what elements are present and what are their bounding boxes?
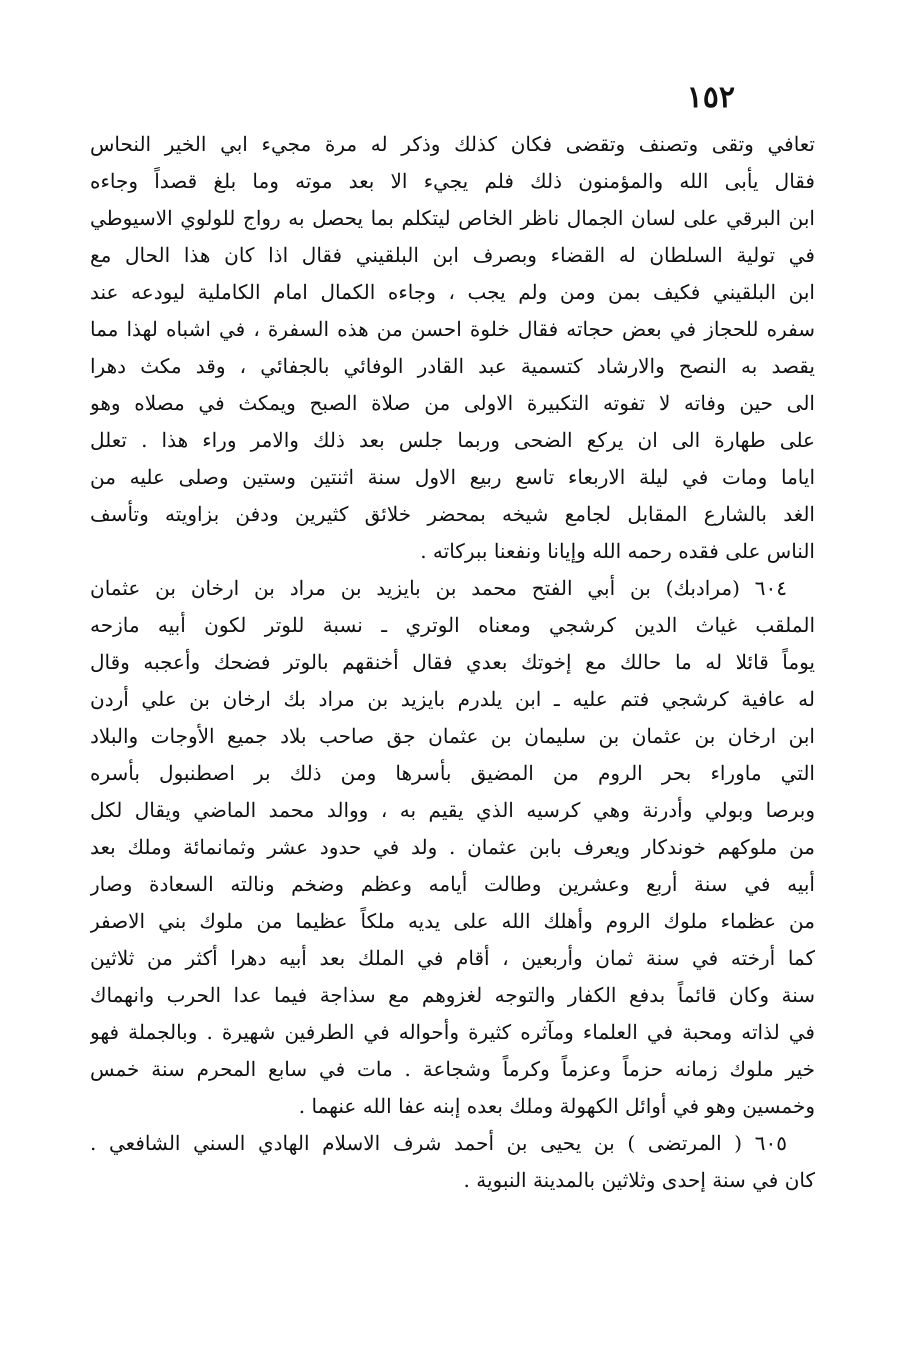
text-line: ابن البرقي على لسان الجمال ناظر الخاص ليتكلم بما يحصل به رواج للولوي الاسيوطي xyxy=(90,206,815,230)
text-line: كان في سنة إحدى وثلاثين بالمدينة النبوية . xyxy=(463,1168,815,1192)
page-number: ١٥٢ xyxy=(686,80,735,115)
text-line: فقال يأبى الله والمؤمنون ذلك فلم يجيء الا بعد موته وما بلغ قصداً وجاءه xyxy=(90,169,815,193)
text-line: له عافية كرشجي فتم عليه ـ ابن يلدرم بايزيد بن مراد بك ارخان بن علي أردن xyxy=(90,687,815,711)
text-line: من ملوكهم خوندكار ويعرف بابن عثمان . ولد في حدود عشر وثمانمائة وملك بعد xyxy=(90,835,815,859)
text-line: سنة وكان قائماً بدفع الكفار والتوجه لغزوهم مع سذاجة فيما عدا الحرب وانهماك xyxy=(90,983,815,1007)
text-line: يوماً قائلا له ما حالك مع إخوتك بعدي فقال أخنقهم بالوتر فضحك وأعجبه وقال xyxy=(90,650,815,674)
text-line: في تولية السلطان له القضاء وبصرف ابن البلقيني فقال اذا كان هذا الحال مع xyxy=(90,243,815,267)
text-line: ابن ارخان بن عثمان بن سليمان بن عثمان جق صاحب بلاد جميع الأوجات والبلاد xyxy=(90,724,815,748)
text-line: يقصد به النصح والارشاد كتسمية عبد القادر الوفائي بالجفائي ، وقد مكث دهرا xyxy=(90,354,815,378)
text-line: كما أرخته في سنة ثمان وأربعين ، أقام في الملك بعد أبيه دهرا أكثر من ثلاثين xyxy=(90,946,815,970)
text-line: أبيه في سنة أربع وعشرين وطالت أيامه وعظم وضخم ونالته السعادة وصار xyxy=(90,872,815,896)
text-line: الغد بالشارع المقابل لجامع شيخه بمحضر خلائق كثيرين ودفن بزاويته وتأسف xyxy=(90,502,815,526)
text-line: على طهارة الى ان يركع الضحى وربما جلس بعد ذلك والامر وراء هذا . تعلل xyxy=(90,428,815,452)
text-line: وبرصا وبولي وأدرنة وهي كرسيه الذي يقيم به ، ووالد محمد الماضي ويقال لكل xyxy=(90,798,815,822)
text-line: تعافي وتقى وتصنف وتقضى فكان كذلك وذكر له مرة مجيء ابي الخير النحاس xyxy=(90,132,815,156)
text-line: اياما ومات في ليلة الاربعاء تاسع ربيع الاول سنة اثنتين وستين وصلى عليه من xyxy=(90,465,815,489)
text-line: الناس على فقده رحمه الله وإيانا ونفعنا ببركاته . xyxy=(420,539,815,563)
text-line: الى حين وفاته لا تفوته التكبيرة الاولى من صلاة الصبح ويمكث في مصلاه وهو xyxy=(90,391,815,415)
text-line: وخمسين وهو في أوائل الكهولة وملك بعده إبنه عفا الله عنهما . xyxy=(298,1094,815,1118)
text-line: ابن البلقيني فكيف بمن ومن ولم يجب ، وجاءه الكمال امام الكاملية ليودعه عند xyxy=(90,280,815,304)
body-text xyxy=(90,126,815,1199)
text-line: خير ملوك زمانه حزماً وعزماً وكرماً وشجاعة . مات في سابع المحرم سنة خمس xyxy=(90,1057,815,1081)
entry-heading-line: ٦٠٤ (مرادبك) بن أبي الفتح محمد بن بايزيد بن مراد بن ارخان بن عثمان xyxy=(90,576,787,600)
text-line: في لذاته ومحبة في العلماء ومآثره كثيرة وأحواله في الطرفين شهيرة . وبالجملة فهو xyxy=(90,1020,815,1044)
text-line: التي ماوراء بحر الروم من المضيق بأسرها ومن ذلك بر اصطنبول بأسره xyxy=(90,761,815,785)
entry-heading-line: ٦٠٥ ( المرتضى ) بن يحيى بن أحمد شرف الاسلام الهادي السني الشافعي . xyxy=(90,1131,787,1155)
text-line: الملقب غياث الدين كرشجي ومعناه الوتري ـ نسبة للوتر لكون أبيه مازحه xyxy=(90,613,815,637)
text-line: من عظماء ملوك الروم وأهلك الله على يديه ملكاً عظيما من ملوك بني الاصفر xyxy=(90,909,815,933)
text-line: سفره للحجاز في بعض حجاته فقال خلوة احسن من هذه السفرة ، في اشباه لهذا مما xyxy=(90,317,815,341)
